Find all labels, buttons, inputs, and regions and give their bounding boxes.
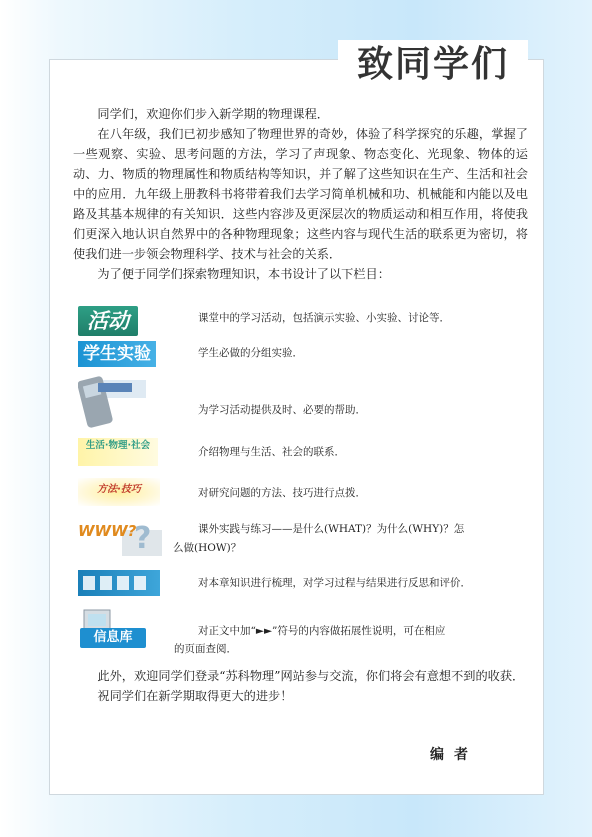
column-item-www: [78, 516, 528, 560]
outro-paragraph: 此外，欢迎同学们登录“苏科物理”网站参与交流，你们将会有意想不到的收获．: [97, 669, 525, 683]
page-title: 致同学们: [338, 40, 528, 90]
column-desc: 为学习活动提供及时、必要的帮助．: [198, 404, 366, 416]
life-physics-society-icon: 生活·物理·社会: [78, 438, 158, 466]
column-desc: 么做(HOW)？: [173, 542, 242, 554]
intro-paragraph: 在八年级，我们已初步感知了物理世界的奇妙，体验了科学探究的乐趣，掌握了一些观察、实验、思考问题的方法，学习了声现象、物态变化、光现象、物体的运动、力、物质的物理属性和物质结构等知识，并了解了这些知识在生产、生活和社会中的应用．九年级上册教科书将带着我们去学习简单机械和功、机械能和内能以及电路及其基本规律的有关知识．这些内容涉及更深层次的物质运动和相互作用，将使我们更深入地认识自然界中的各种物理现象；这些内容与现代生活的联系更为密切，将使我们进一步领会物理科学、技术与社会的关系．: [73, 127, 528, 261]
method-tips-icon: 方法·技巧: [78, 478, 160, 506]
outro-text: [73, 666, 528, 706]
intro-paragraph: 同学们，欢迎你们步入新学期的物理课程．: [97, 107, 329, 121]
column-item-activity: [78, 306, 528, 336]
help-phone-icon: [78, 374, 148, 434]
column-item-chapter-summary: [78, 570, 528, 596]
signature: 编者: [430, 747, 478, 763]
column-item-method-tips: [78, 478, 528, 506]
column-desc: 对研究问题的方法、技巧进行点拨．: [198, 487, 366, 499]
column-desc: 的页面查阅．: [174, 643, 237, 655]
column-item-student-experiment: [78, 341, 528, 367]
column-item-info-library: [78, 608, 528, 654]
column-desc: 对本章知识进行梳理，对学习过程与结果进行反思和评价．: [198, 577, 471, 589]
column-desc: 课外实践与练习——是什么(WHAT)？为什么(WHY)？怎: [198, 523, 465, 535]
column-desc: 对正文中加“►►”符号的内容做拓展性说明，可在相应: [198, 625, 446, 637]
column-desc: 课堂中的学习活动，包括演示实验、小实验、讨论等．: [198, 312, 450, 324]
column-item-help: [78, 374, 528, 430]
info-library-icon: 信息库: [78, 608, 160, 650]
intro-text: [73, 104, 528, 284]
intro-paragraph: 为了便于同学们探索物理知识，本书设计了以下栏目：: [97, 267, 390, 281]
svg-text:?: ?: [134, 521, 152, 556]
student-experiment-icon: 学生实验: [78, 341, 156, 367]
chapter-summary-icon: [78, 570, 160, 596]
www-question-icon: ? WWW?: [78, 516, 168, 560]
column-item-life-physics-society: [78, 438, 528, 466]
outro-paragraph: 祝同学们在新学期取得更大的进步！: [97, 689, 293, 703]
column-desc: 介绍物理与生活、社会的联系．: [198, 446, 345, 458]
column-desc: 学生必做的分组实验．: [198, 347, 303, 359]
activity-icon: 活动: [78, 306, 138, 336]
